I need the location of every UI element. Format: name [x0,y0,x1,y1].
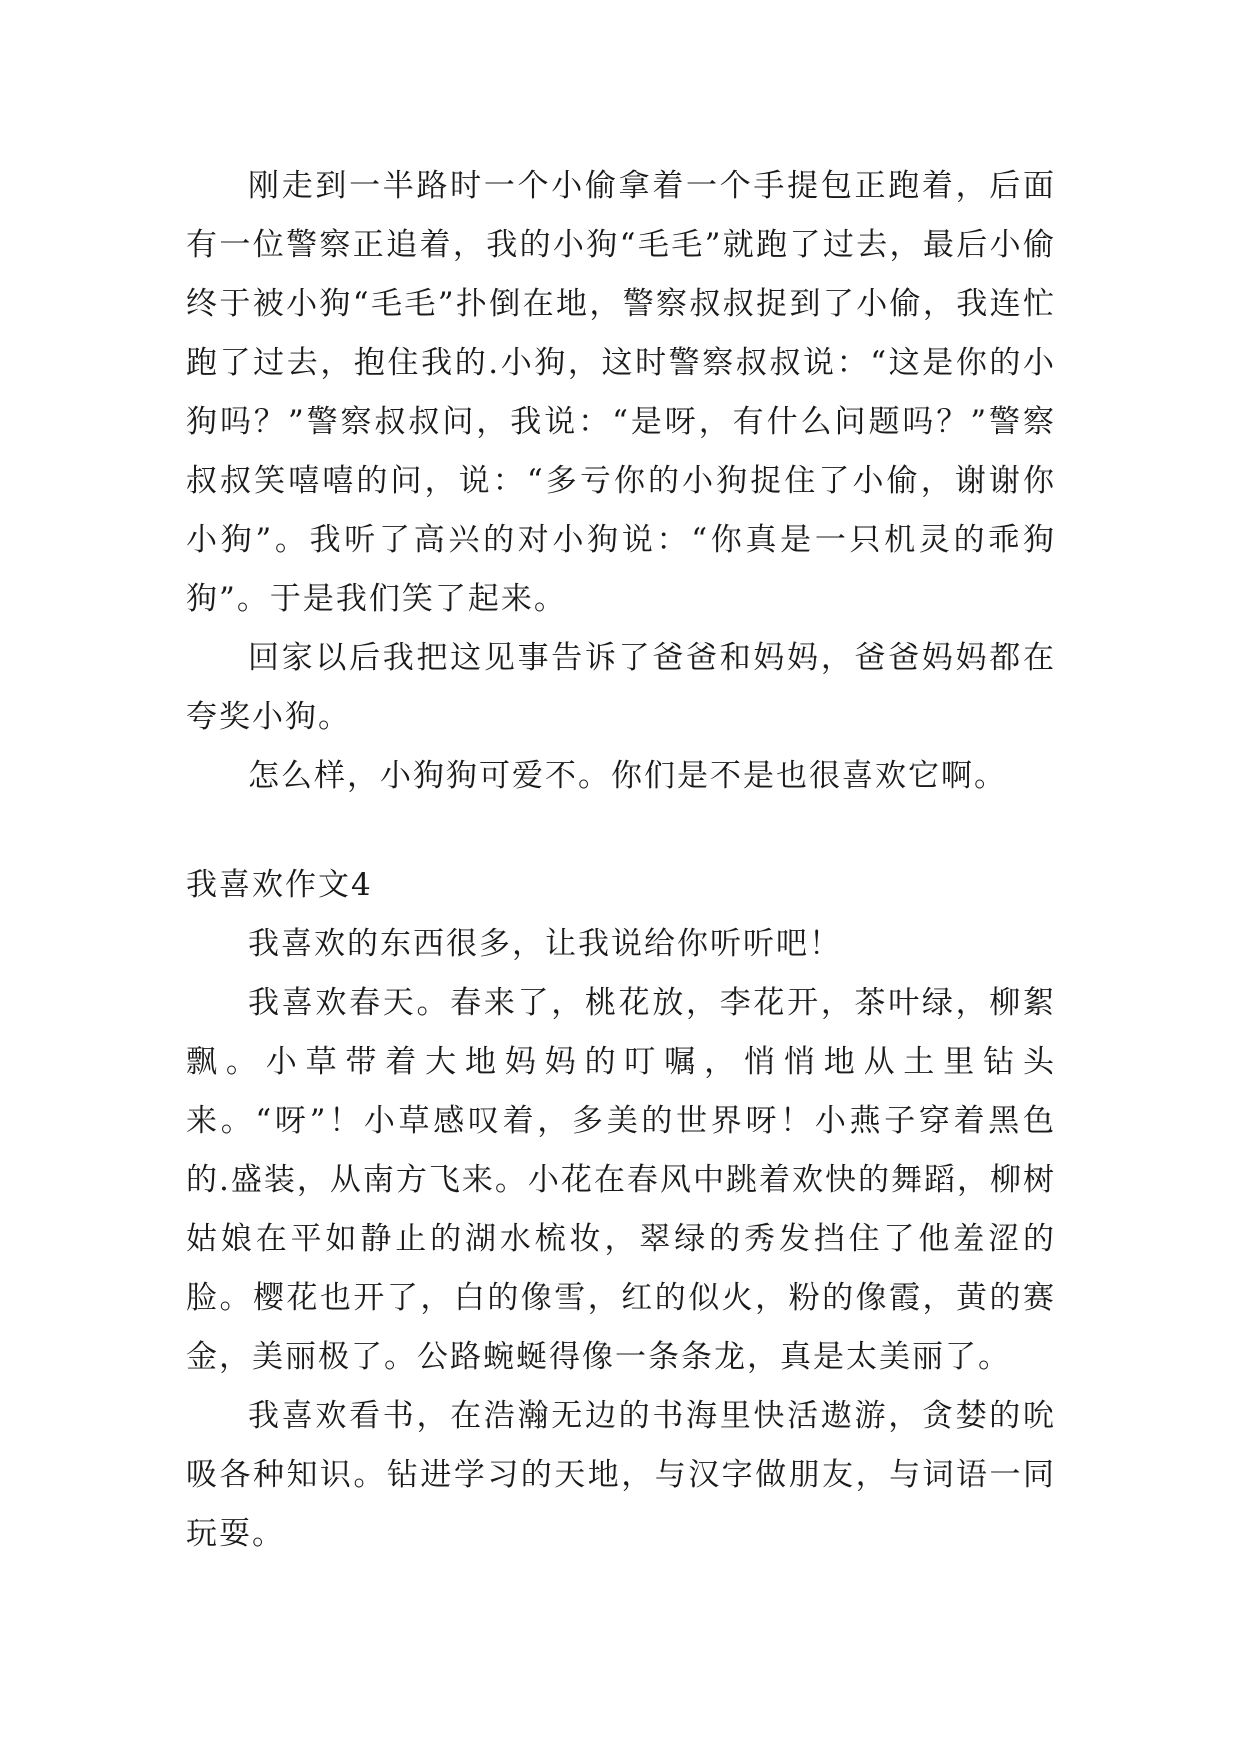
essay-heading: 我喜欢作文4 [186,867,373,903]
story-continuation [186,157,1056,806]
paragraph-reading: 我喜欢看书，在浩瀚无边的书海里快活遨游，贪婪的吮吸各种知识。钻进学习的天地，与汉字做朋友，与词语一同玩耍。 [186,1398,1056,1552]
paragraph-closing: 怎么样，小狗狗可爱不。你们是不是也很喜欢它啊。 [248,758,1007,794]
paragraph-tell-parents: 回家以后我把这见事告诉了爸爸和妈妈，爸爸妈妈都在夸奖小狗。 [186,640,1056,735]
paragraph-thief-chase: 刚走到一半路时一个小偷拿着一个手提包正跑着，后面有一位警察正追着，我的小狗“毛毛”就跑了过去，最后小偷终于被小狗“毛毛”扑倒在地，警察叔叔捉到了小偷，我连忙跑了过去，抱住我的.小狗，这时警察叔叔说：“这是你的小狗吗？”警察叔叔问，我说：“是呀，有什么问题吗？”警察叔叔笑嘻嘻的问，说：“多亏你的小狗捉住了小偷，谢谢你小狗”。我听了高兴的对小狗说：“你真是一只机灵的乖狗狗”。于是我们笑了起来。 [186,168,1056,617]
paragraph-intro: 我喜欢的东西很多，让我说给你听听吧！ [248,926,842,962]
paragraph-spring: 我喜欢春天。春来了，桃花放，李花开，茶叶绿，柳絮飘。小草带着大地妈妈的叮嘱，悄悄地从土里钻头来。“呀”！小草感叹着，多美的世界呀！小燕子穿着黑色的.盛装，从南方飞来。小花在春风中跳着欢快的舞蹈，柳树姑娘在平如静止的湖水梳妆，翠绿的秀发挡住了他羞涩的脸。樱花也开了，白的像雪，红的似火，粉的像霞，黄的赛金，美丽极了。公路蜿蜒得像一条条龙，真是太美丽了。 [186,985,1056,1375]
essay-section [186,856,1056,1564]
